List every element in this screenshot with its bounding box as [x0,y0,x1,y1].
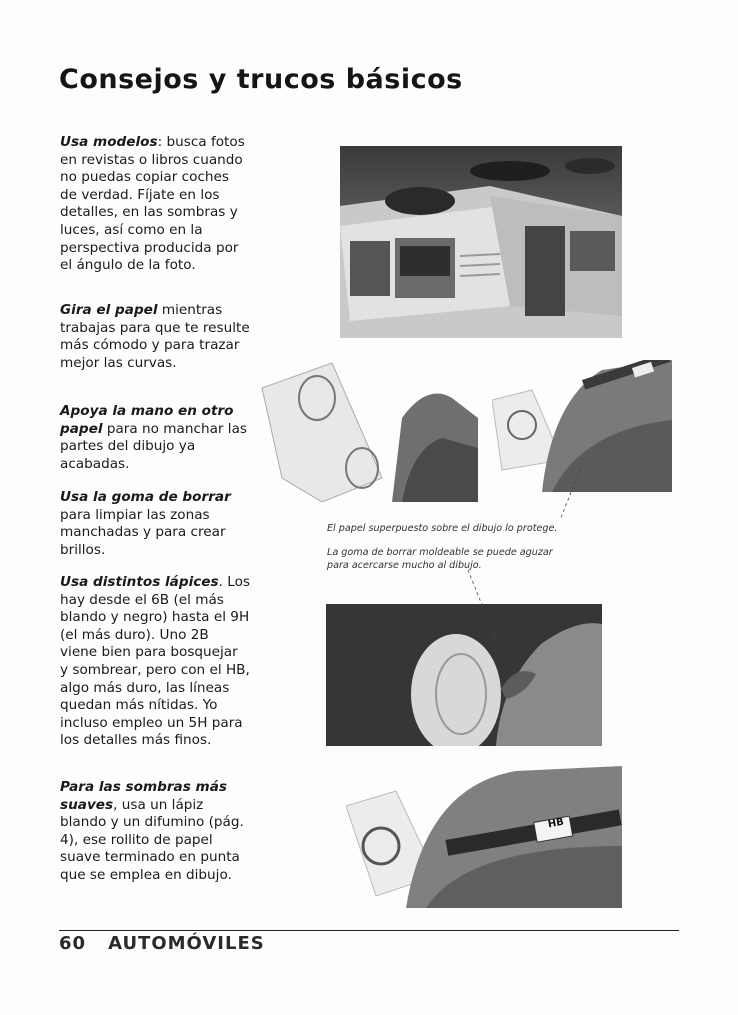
tip-lead: Usa la goma de borrar [60,489,231,505]
tip-lead: Usa modelos [60,134,158,150]
page-title: Consejos y trucos básicos [59,64,463,95]
tip-lead: Apoya la mano en otro papel [60,403,234,437]
tip-text: mientras trabajas para que te resulte más cómodo y para trazar mejor las curvas. [60,302,250,371]
tip-lead: Para las sombras más suaves [60,779,227,813]
tip-lead: Usa distintos lápices [60,574,219,590]
footer-rule [59,930,679,931]
pencil-label: HB [547,816,565,831]
tip-text: : busca fotos en revistas o libros cuando no puedas copiar coches de verdad. Fíjate en los detalles, en las sombras y luces, así como en la perspectiva producida por el ángulo de la foto. [60,134,245,274]
tip-text: para no manchar las partes del dibujo ya acabadas. [60,420,247,472]
footer [59,933,265,954]
tip-text: . Los hay desde el 6B (el más blando y negro) hasta el 9H (el más duro). Uno 2B viene bien para bosquejar y sombrear, pero con el HB, algo más duro, las líneas quedan más nítidas. Yo incluso empleo un 5H para los detalles más finos. [60,574,250,749]
caption-paper-protect: El papel superpuesto sobre el dibujo lo protege. [327,523,558,534]
caption-eraser: La goma de borrar moldeable se puede aguzar para acercarse mucho al dibujo. [327,547,553,571]
tip-text: , usa un lápiz blando y un difumino (pág. 4), ese rollito de papel suave terminado en punta que se emplea en dibujo. [60,796,244,883]
page-number: 60 [59,933,87,954]
tip-text: para limpiar las zonas manchadas y para crear brillos. [60,506,226,558]
section-title: AUTOMÓVILES [108,933,265,954]
tip-lead: Gira el papel [60,302,158,318]
